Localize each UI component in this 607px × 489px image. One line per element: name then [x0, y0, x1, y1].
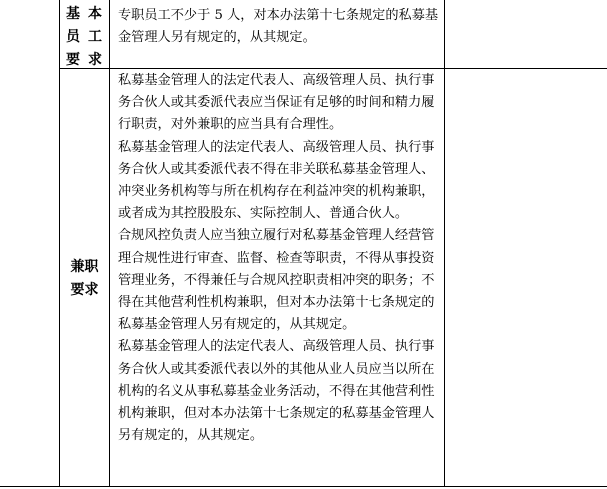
- row-label-basic-staff: [66, 3, 102, 72]
- row-label-line: 要求: [66, 52, 102, 68]
- table-row-divider: [59, 68, 607, 69]
- table-border-left: [59, 0, 60, 487]
- content-paragraph: 合规风控负责人应当独立履行对私募基金管理人经营管理合规性进行审查、监督、检查等职责，不得从事投资管理业务，不得兼任与合规风控职责相冲突的职务；不得在其他营利性机构兼职，但对本办法第十七条规定的私募基金管理人另有规定的，从其规定。: [118, 228, 435, 333]
- row-label-line: 兼职: [70, 259, 99, 275]
- content-paragraph: 私募基金管理人的法定代表人、高级管理人员、执行事务合伙人或其委派代表不得在非关联私募基金管理人、冲突业务机构等与所在机构存在利益冲突的机构兼职，或者成为其控股股东、实际控制人、普通合伙人。: [118, 139, 435, 222]
- content-paragraph: 私募基金管理人的法定代表人、高级管理人员、执行事务合伙人或其委派代表应当保证有足够的时间和精力履行职责，对外兼职的应当具有合理性。: [118, 73, 435, 133]
- row-label-line: 要求: [70, 282, 99, 298]
- content-paragraph: 私募基金管理人的法定代表人、高级管理人员、执行事务合伙人或其委派代表以外的其他从业人员应当以所在机构的名义从事私募基金业务活动，不得在其他营利性机构兼职，但对本办法第十七条规定的私募基金管理人另有规定的，从其规定。: [118, 339, 435, 444]
- row-label-line: 员 工: [66, 29, 102, 45]
- row-label-part-time: [60, 256, 109, 302]
- table-divider-content: [444, 0, 445, 487]
- table-border-bottom: [0, 486, 607, 487]
- row-content-basic-staff: [118, 5, 440, 49]
- row-label-line: 基 本: [66, 6, 102, 22]
- row-content-part-time: [118, 70, 440, 447]
- content-paragraph: 专职员工不少于 5 人，对本办法第十七条规定的私募基金管理人另有规定的，从其规定。: [118, 8, 439, 46]
- table-divider-label: [109, 0, 110, 487]
